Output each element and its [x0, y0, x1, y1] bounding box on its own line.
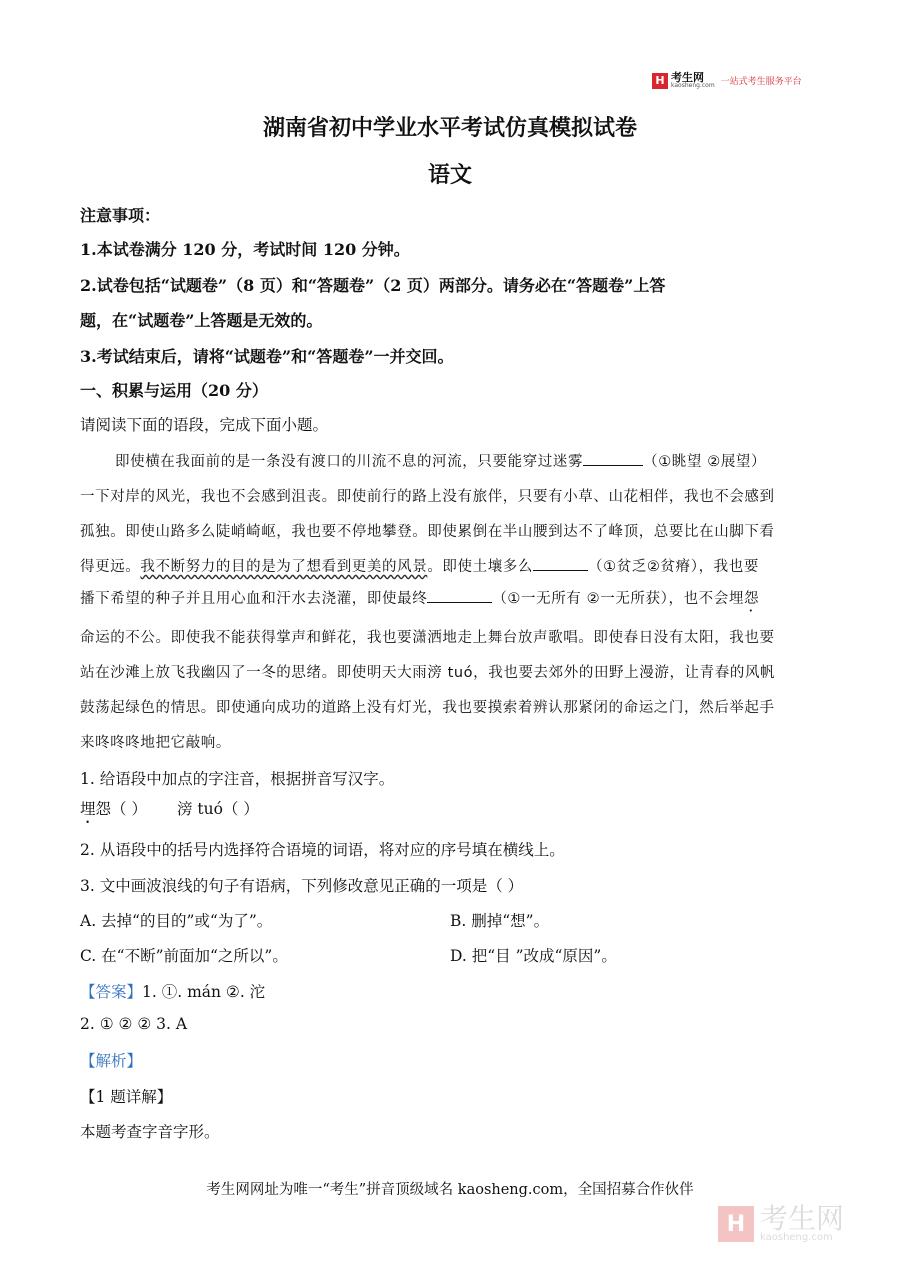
dotted-char: 埋	[80, 800, 96, 818]
analysis-text: 本题考查字音字形。	[80, 1123, 220, 1141]
passage-text: 播下希望的种子并且用心血和汗水去浇灌，即使最终	[80, 591, 428, 607]
note-item-2: 2.试卷包括“试题卷”（8 页）和“答题卷”（2 页）两部分。请务必在“答题卷”上答	[80, 276, 666, 295]
passage-line-3: 孤独。即使山路多么陡峭崎岖，我也要不停地攀登。即使累倒在半山腰到达不了峰顶，总要比在山脚下看	[80, 524, 775, 540]
option-d: D. 把“目 ”改成“原因”。	[450, 947, 617, 965]
logo-text	[671, 72, 715, 89]
passage-choice: （①一无所有 ②一无所获），也不会埋	[492, 591, 744, 607]
option-a: A. 去掉“的目的”或“为了”。	[80, 912, 273, 930]
answer-line-2: 2. ① ② ② 3. A	[80, 1015, 188, 1033]
note-item-2-cont: 题，在“试题卷”上答题是无效的。	[80, 311, 323, 330]
passage-text: 即使横在我面前的是一条没有渡口的川流不息的河流，只要能穿过迷雾	[115, 454, 584, 470]
analysis-label: 【解析】	[80, 1052, 143, 1070]
question-1-words	[80, 797, 259, 827]
analysis-sub: 【1 题详解】	[80, 1088, 173, 1106]
answer-blank-1	[583, 451, 643, 466]
passage-line-9: 来咚咚咚地把它敲响。	[80, 735, 231, 751]
watermark-name: 考生网	[760, 1202, 845, 1235]
passage-line-2: 一下对岸的风光，我也不会感到沮丧。即使前行的路上没有旅伴，只要有小草、山花相伴，我也不会感到	[80, 489, 775, 505]
wavy-underlined-sentence: 我不断努力的目的是为了想看到更美的风景	[140, 559, 428, 575]
word-1: 怨（ ）	[95, 800, 147, 818]
header-logo	[652, 72, 802, 89]
subject-title: 语文	[427, 162, 472, 188]
answer-text: 1. ①. mán ②. 沱	[142, 983, 266, 1001]
option-b: B. 删掉“想”。	[450, 912, 550, 930]
passage-line-7: 站在沙滩上放飞我幽囚了一冬的思绪。即使明天大雨滂 tuó，我也要去郊外的田野上漫游，让青春的风帆	[80, 665, 776, 681]
answer-blank-2	[533, 556, 588, 571]
logo-name: 考生网	[671, 71, 704, 84]
exam-title: 湖南省初中学业水平考试仿真模拟试卷	[262, 115, 637, 141]
passage-choice: （①贫乏②贫瘠），我也要	[588, 559, 759, 575]
answer-blank-3	[427, 588, 492, 603]
answer-line-1	[80, 980, 265, 1002]
answer-label: 【答案】	[80, 983, 143, 1001]
passage-text: 。即使土壤多么	[427, 559, 534, 575]
notes-heading: 注意事项：	[80, 206, 161, 225]
logo-mark-icon: H	[652, 73, 668, 89]
logo-slogan: 一站式考生服务平台	[720, 77, 802, 87]
logo-domain: kaosheng.com	[671, 82, 715, 89]
question-2: 2. 从语段中的括号内选择符合语境的词语，将对应的序号填在横线上。	[80, 841, 565, 859]
passage-line-1	[115, 450, 766, 471]
word-2: 滂 tuó（ ）	[176, 800, 259, 818]
instruction: 请阅读下面的语段，完成下面小题。	[80, 416, 329, 434]
watermark-domain: kaosheng.com	[760, 1232, 833, 1243]
passage-line-5	[80, 587, 759, 615]
passage-text: 得更远。	[80, 559, 141, 575]
page-footer: 考生网网址为唯一“考生”拼音顶级域名 kaosheng.com，全国招募合作伙伴	[206, 1182, 694, 1198]
passage-line-8: 鼓荡起绿色的情思。即使通向成功的道路上没有灯光，我也要摸索着辨认那紧闭的命运之门，然后举起手	[80, 700, 775, 716]
watermark-mark-icon: H	[718, 1206, 754, 1242]
option-c: C. 在“不断”前面加“之所以”。	[80, 947, 288, 965]
watermark-text	[760, 1202, 845, 1243]
note-item-3: 3.考试结束后，请将“试题卷”和“答题卷”一并交回。	[80, 347, 454, 366]
passage-choice: （①眺望 ②展望）	[643, 454, 767, 470]
passage-line-4	[80, 555, 759, 576]
section-heading: 一、积累与运用（20 分）	[80, 381, 268, 400]
note-item-1: 1.本试卷满分 120 分，考试时间 120 分钟。	[80, 240, 410, 259]
passage-line-6: 命运的不公。即使我不能获得掌声和鲜花，我也要潇洒地走上舞台放声歌唱。即使春日没有太阳，我也要	[80, 630, 775, 646]
question-3: 3. 文中画波浪线的句子有语病，下列修改意见正确的一项是（ ）	[80, 877, 524, 895]
question-1: 1. 给语段中加点的字注音，根据拼音写汉字。	[80, 770, 395, 788]
dotted-char: 怨	[743, 591, 760, 607]
watermark	[718, 1202, 845, 1243]
